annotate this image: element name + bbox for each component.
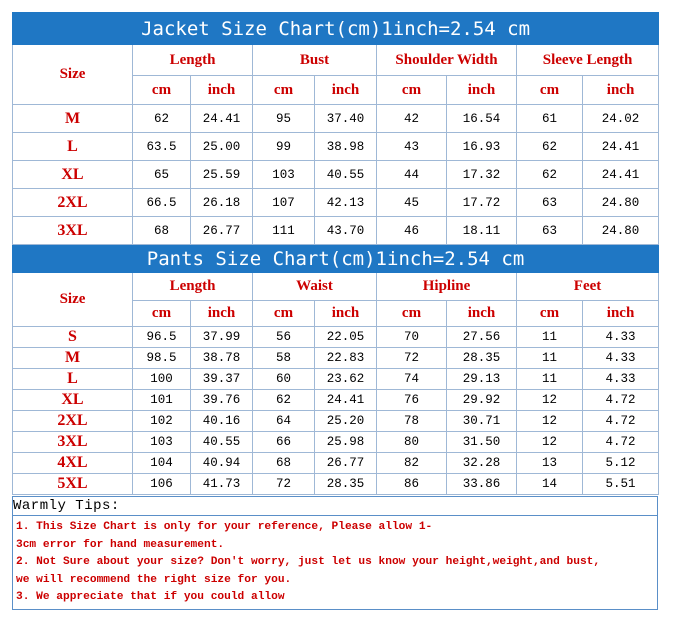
tip-line: 2. Not Sure about your size? Don't worry, just let us know your height,weight,and bust,	[16, 556, 601, 568]
measurement-cell: 102	[133, 411, 191, 432]
measurement-cell: 38.78	[191, 348, 253, 369]
measurement-cell: 26.77	[315, 453, 377, 474]
measurement-cell: 28.35	[315, 474, 377, 495]
measurement-cell: 24.41	[583, 133, 659, 161]
measurement-cell: 40.94	[191, 453, 253, 474]
pants-data-rows	[13, 327, 659, 495]
measurement-cell: 29.92	[447, 390, 517, 411]
measurement-cell: 17.72	[447, 189, 517, 217]
measurement-cell: 66.5	[133, 189, 191, 217]
table-row	[13, 411, 659, 432]
size-cell: 2XL	[13, 411, 133, 432]
size-cell: XL	[13, 161, 133, 189]
measurement-cell: 5.12	[583, 453, 659, 474]
measurement-cell: 64	[253, 411, 315, 432]
measurement-cell: 96.5	[133, 327, 191, 348]
jacket-bust-header: Bust	[253, 45, 377, 76]
measurement-cell: 39.37	[191, 369, 253, 390]
table-row	[13, 432, 659, 453]
measurement-cell: 65	[133, 161, 191, 189]
measurement-cell: 68	[133, 217, 191, 245]
measurement-cell: 25.98	[315, 432, 377, 453]
measurement-cell: 30.71	[447, 411, 517, 432]
size-cell: M	[13, 105, 133, 133]
measurement-cell: 63.5	[133, 133, 191, 161]
size-cell: 4XL	[13, 453, 133, 474]
size-cell: XL	[13, 390, 133, 411]
measurement-cell: 66	[253, 432, 315, 453]
pants-unit-header: inch	[315, 301, 377, 327]
measurement-cell: 107	[253, 189, 315, 217]
table-row	[13, 133, 659, 161]
measurement-cell: 62	[253, 390, 315, 411]
table-row	[13, 348, 659, 369]
measurement-cell: 31.50	[447, 432, 517, 453]
pants-size-table	[12, 245, 659, 495]
jacket-sleeve-header: Sleeve Length	[517, 45, 659, 76]
size-cell: 5XL	[13, 474, 133, 495]
measurement-cell: 25.00	[191, 133, 253, 161]
measurement-cell: 4.72	[583, 411, 659, 432]
table-row	[13, 390, 659, 411]
measurement-cell: 56	[253, 327, 315, 348]
measurement-cell: 62	[517, 161, 583, 189]
jacket-unit-header: cm	[253, 76, 315, 105]
size-cell: S	[13, 327, 133, 348]
size-cell: 3XL	[13, 432, 133, 453]
jacket-unit-header: cm	[377, 76, 447, 105]
pants-unit-header: cm	[377, 301, 447, 327]
table-row	[13, 327, 659, 348]
measurement-cell: 29.13	[447, 369, 517, 390]
measurement-cell: 33.86	[447, 474, 517, 495]
pants-length-header: Length	[133, 273, 253, 301]
measurement-cell: 11	[517, 369, 583, 390]
measurement-cell: 4.33	[583, 348, 659, 369]
measurement-cell: 40.55	[191, 432, 253, 453]
measurement-cell: 62	[133, 105, 191, 133]
measurement-cell: 18.11	[447, 217, 517, 245]
jacket-unit-header: inch	[191, 76, 253, 105]
measurement-cell: 24.02	[583, 105, 659, 133]
measurement-cell: 12	[517, 390, 583, 411]
pants-unit-header: inch	[583, 301, 659, 327]
tips-title: Warmly Tips:	[13, 497, 657, 516]
measurement-cell: 80	[377, 432, 447, 453]
measurement-cell: 78	[377, 411, 447, 432]
pants-size-header: Size	[13, 273, 133, 327]
measurement-cell: 24.41	[191, 105, 253, 133]
measurement-cell: 28.35	[447, 348, 517, 369]
measurement-cell: 24.41	[583, 161, 659, 189]
measurement-cell: 26.18	[191, 189, 253, 217]
measurement-cell: 24.80	[583, 217, 659, 245]
size-cell: L	[13, 369, 133, 390]
tips-list	[13, 516, 657, 609]
measurement-cell: 41.73	[191, 474, 253, 495]
measurement-cell: 11	[517, 348, 583, 369]
jacket-unit-header: inch	[583, 76, 659, 105]
measurement-cell: 58	[253, 348, 315, 369]
pants-chart-title: Pants Size Chart(cm)1inch=2.54 cm	[13, 246, 659, 273]
measurement-cell: 68	[253, 453, 315, 474]
measurement-cell: 45	[377, 189, 447, 217]
measurement-cell: 106	[133, 474, 191, 495]
measurement-cell: 40.16	[191, 411, 253, 432]
measurement-cell: 16.54	[447, 105, 517, 133]
measurement-cell: 61	[517, 105, 583, 133]
measurement-cell: 62	[517, 133, 583, 161]
measurement-cell: 111	[253, 217, 315, 245]
measurement-cell: 14	[517, 474, 583, 495]
measurement-cell: 4.72	[583, 432, 659, 453]
measurement-cell: 60	[253, 369, 315, 390]
measurement-cell: 104	[133, 453, 191, 474]
jacket-shoulder-header: Shoulder Width	[377, 45, 517, 76]
measurement-cell: 42.13	[315, 189, 377, 217]
measurement-cell: 86	[377, 474, 447, 495]
measurement-cell: 27.56	[447, 327, 517, 348]
measurement-cell: 103	[133, 432, 191, 453]
measurement-cell: 63	[517, 189, 583, 217]
tip-line: 3. We appreciate that if you could allow	[16, 591, 285, 603]
measurement-cell: 24.80	[583, 189, 659, 217]
pants-unit-header: cm	[517, 301, 583, 327]
measurement-cell: 12	[517, 411, 583, 432]
size-cell: 3XL	[13, 217, 133, 245]
table-row	[13, 217, 659, 245]
jacket-unit-header: cm	[133, 76, 191, 105]
pants-unit-header: cm	[253, 301, 315, 327]
table-row	[13, 161, 659, 189]
jacket-length-header: Length	[133, 45, 253, 76]
measurement-cell: 4.33	[583, 369, 659, 390]
table-row	[13, 474, 659, 495]
table-row	[13, 105, 659, 133]
pants-hipline-header: Hipline	[377, 273, 517, 301]
measurement-cell: 25.59	[191, 161, 253, 189]
measurement-cell: 70	[377, 327, 447, 348]
measurement-cell: 39.76	[191, 390, 253, 411]
measurement-cell: 40.55	[315, 161, 377, 189]
measurement-cell: 44	[377, 161, 447, 189]
tip-line: we will recommend the right size for you.	[16, 573, 292, 586]
measurement-cell: 46	[377, 217, 447, 245]
measurement-cell: 22.83	[315, 348, 377, 369]
measurement-cell: 101	[133, 390, 191, 411]
measurement-cell: 12	[517, 432, 583, 453]
size-chart-sheet	[12, 12, 658, 610]
measurement-cell: 95	[253, 105, 315, 133]
measurement-cell: 43.70	[315, 217, 377, 245]
measurement-cell: 43	[377, 133, 447, 161]
measurement-cell: 4.72	[583, 390, 659, 411]
measurement-cell: 4.33	[583, 327, 659, 348]
measurement-cell: 17.32	[447, 161, 517, 189]
measurement-cell: 82	[377, 453, 447, 474]
pants-feet-header: Feet	[517, 273, 659, 301]
measurement-cell: 26.77	[191, 217, 253, 245]
measurement-cell: 74	[377, 369, 447, 390]
jacket-unit-header: cm	[517, 76, 583, 105]
measurement-cell: 99	[253, 133, 315, 161]
measurement-cell: 23.62	[315, 369, 377, 390]
jacket-size-header: Size	[13, 45, 133, 105]
measurement-cell: 25.20	[315, 411, 377, 432]
measurement-cell: 103	[253, 161, 315, 189]
measurement-cell: 24.41	[315, 390, 377, 411]
jacket-unit-header: inch	[315, 76, 377, 105]
table-row	[13, 453, 659, 474]
size-cell: M	[13, 348, 133, 369]
tip-line: 1. This Size Chart is only for your reference, Please allow 1-	[16, 521, 433, 533]
measurement-cell: 72	[377, 348, 447, 369]
measurement-cell: 13	[517, 453, 583, 474]
pants-unit-header: inch	[447, 301, 517, 327]
pants-waist-header: Waist	[253, 273, 377, 301]
measurement-cell: 72	[253, 474, 315, 495]
measurement-cell: 5.51	[583, 474, 659, 495]
jacket-chart-title: Jacket Size Chart(cm)1inch=2.54 cm	[13, 13, 659, 45]
measurement-cell: 16.93	[447, 133, 517, 161]
pants-unit-header: cm	[133, 301, 191, 327]
measurement-cell: 37.99	[191, 327, 253, 348]
table-row	[13, 369, 659, 390]
measurement-cell: 11	[517, 327, 583, 348]
jacket-size-table	[12, 12, 659, 245]
size-cell: 2XL	[13, 189, 133, 217]
size-cell: L	[13, 133, 133, 161]
measurement-cell: 22.05	[315, 327, 377, 348]
table-row	[13, 189, 659, 217]
measurement-cell: 38.98	[315, 133, 377, 161]
measurement-cell: 76	[377, 390, 447, 411]
jacket-unit-header: inch	[447, 76, 517, 105]
measurement-cell: 98.5	[133, 348, 191, 369]
warmly-tips-box	[12, 496, 658, 610]
tip-line: 3cm error for hand measurement.	[16, 538, 225, 551]
jacket-data-rows	[13, 105, 659, 245]
measurement-cell: 32.28	[447, 453, 517, 474]
measurement-cell: 63	[517, 217, 583, 245]
measurement-cell: 100	[133, 369, 191, 390]
measurement-cell: 42	[377, 105, 447, 133]
pants-unit-header: inch	[191, 301, 253, 327]
measurement-cell: 37.40	[315, 105, 377, 133]
